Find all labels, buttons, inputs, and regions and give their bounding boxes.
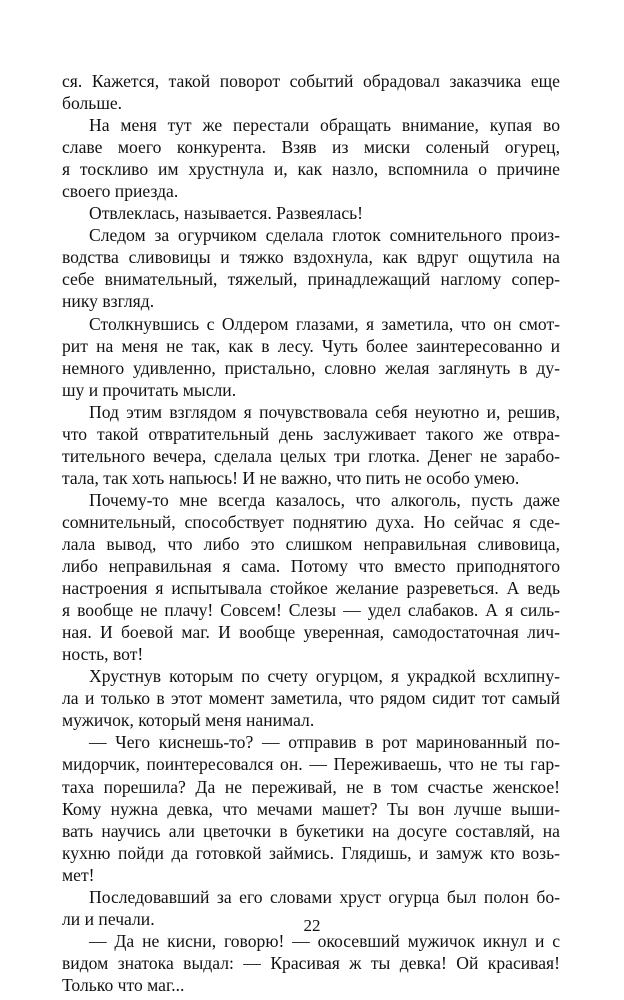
text-line: сомнительный, способствует поднятию духа. Но сейчас я сде- xyxy=(62,511,560,532)
text-line: настроения я испытывала стойкое желание разреветься. А ведь xyxy=(62,578,560,599)
text-line: Столкнувшись с Олдером глазами, я заметила, что он смот- xyxy=(89,313,560,334)
text-line: тительного вечера, сделала целых три глотка. Денег не зарабо- xyxy=(62,445,560,466)
text-line: ся. Кажется, такой поворот событий обрадовал заказчика еще xyxy=(62,71,560,91)
text-line: видом знатока выдал: — Красивая ж ты девка! Ой красивая! xyxy=(62,952,560,973)
text-line: шу и прочитать мысли. xyxy=(62,379,237,400)
text-line: нику взгляд. xyxy=(62,291,155,312)
text-line: — Чего киснешь-то? — отправив в рот маринованный по- xyxy=(89,732,560,753)
text-line: ла и только в этот момент заметила, что рядом сидит тот самый xyxy=(62,688,560,709)
text-line: Хрустнув которым по счету огурцом, я украдкой всхлипну- xyxy=(89,666,560,687)
text-line: Только что маг... xyxy=(62,974,185,995)
text-line: На меня тут же перестали обращать внимание, купая во xyxy=(89,115,560,136)
text-line: мидорчик, поинтересовался он. — Переживаешь, что не ты гар- xyxy=(62,754,560,775)
text-line: славе моего конкурента. Взяв из миски соленый огурец, xyxy=(62,137,560,158)
text-line: Последовавший за его словами хруст огурца был полон бо- xyxy=(89,886,560,907)
text-line: Следом за огурчиком сделала глоток сомнительного произ- xyxy=(89,225,560,246)
text-line: Под этим взглядом я почувствовала себя неуютно и, решив, xyxy=(89,401,560,422)
text-line: я тоскливо им хрустнула и, как назло, вспомнила о причине xyxy=(62,159,560,180)
body-text xyxy=(62,70,560,996)
text-line: вать научись али цветочки в букетики на досуге составляй, на xyxy=(62,820,560,841)
text-line: ли и печали. xyxy=(62,908,155,929)
text-line: ная. И боевой маг. И вообще уверенная, самодостаточная лич- xyxy=(62,622,560,643)
text-line: мет! xyxy=(62,864,95,885)
text-line: мужичок, который меня нанимал. xyxy=(62,710,315,731)
text-line: водства сливовицы и тяжко вздохнула, как вдруг ощутила на xyxy=(62,247,560,268)
text-line: лала вывод, что либо это слишком неправильная сливовица, xyxy=(62,533,560,554)
page-number: 22 xyxy=(303,916,321,935)
text-line: больше. xyxy=(62,93,123,114)
text-line: ность, вот! xyxy=(62,644,144,665)
text-line: таха порешила? Да не переживай, не в том счастье женское! xyxy=(62,776,560,797)
text-line: я вообще не плачу! Совсем! Слезы — удел слабаков. А я силь- xyxy=(62,600,560,621)
text-line: Отвлеклась, называется. Развеялась! xyxy=(89,203,364,224)
text-line: что такой отвратительный день заслуживает такого же отвра- xyxy=(62,423,560,444)
text-line: немного удивленно, пристально, словно желая заглянуть в ду- xyxy=(62,357,560,378)
text-line: — Да не кисни, говорю! — окосевший мужичок икнул и с xyxy=(89,930,560,951)
text-line: Кому нужна девка, что мечами машет? Ты вон лучше выши- xyxy=(62,798,560,819)
text-line: либо неправильная я сама. Потому что вместо приподнятого xyxy=(62,556,560,577)
text-line: своего приезда. xyxy=(62,181,179,202)
text-line: кухню пойди да готовкой займись. Глядишь, и замуж кто возь- xyxy=(62,842,560,863)
text-line: Почему-то мне всегда казалось, что алкоголь, пусть даже xyxy=(89,489,560,510)
text-line: рит на меня не так, как в лесу. Чуть более заинтересованно и xyxy=(62,335,560,356)
text-line: тала, так хоть напьюсь! И не важно, что пить не особо умею. xyxy=(62,467,520,488)
text-line: себе внимательный, тяжелый, принадлежащий наглому сопер- xyxy=(62,269,560,290)
